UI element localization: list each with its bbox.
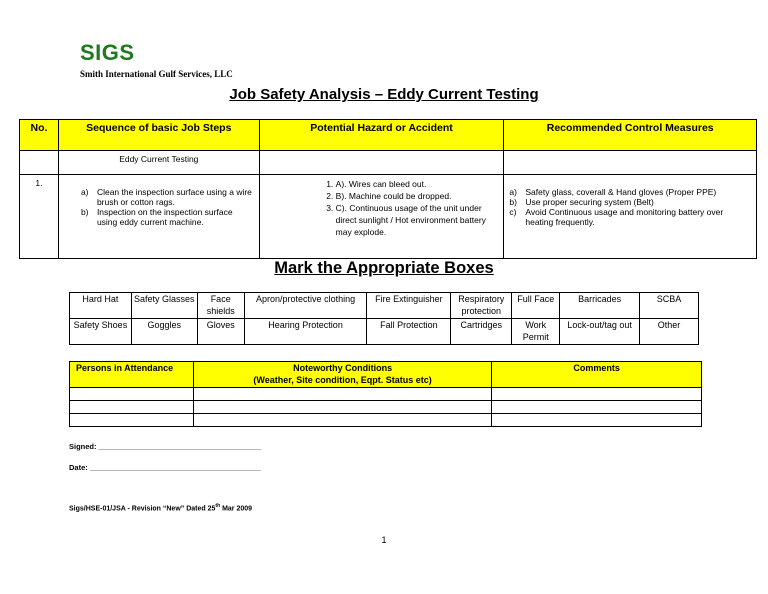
header-hazard: Potential Hazard or Accident	[259, 120, 504, 151]
jsa-header-row	[20, 120, 757, 151]
attendance-row	[70, 401, 702, 414]
job-step-item: a) Clean the inspection surface using a wire brush or cotton rags.	[80, 186, 252, 207]
ppe-row-1	[70, 293, 699, 319]
job-step-item: b) Inspection on the inspection surface using eddy current machine.	[80, 206, 233, 227]
attendance-cell[interactable]	[492, 414, 702, 427]
cell-hazards	[259, 175, 504, 259]
cell-empty	[20, 151, 59, 175]
ppe-box[interactable]: Respiratory protection	[451, 293, 512, 319]
header-no: No.	[20, 120, 59, 151]
header-comments: Comments	[492, 362, 702, 388]
attendance-row	[70, 414, 702, 427]
attendance-cell[interactable]	[193, 388, 491, 401]
cell-step-number: 1.	[20, 175, 59, 259]
company-logo: SIGS	[80, 40, 135, 65]
ppe-box[interactable]: Goggles	[131, 319, 197, 345]
cell-controls	[504, 175, 757, 259]
ppe-row-2	[70, 319, 699, 345]
ppe-box[interactable]: Fire Extinguisher	[367, 293, 451, 319]
header-conditions: Noteworthy Conditions (Weather, Site condition, Eqpt. Status etc)	[193, 362, 491, 388]
company-name: Smith International Gulf Services, LLC	[80, 69, 233, 79]
ppe-box[interactable]: Lock-out/tag out	[560, 319, 640, 345]
ppe-box[interactable]: Hard Hat	[70, 293, 132, 319]
ppe-box[interactable]: Hearing Protection	[244, 319, 367, 345]
page-number: 1	[381, 535, 387, 545]
signed-line[interactable]: Signed: _______________________________________	[69, 442, 262, 451]
attendance-cell[interactable]	[70, 388, 194, 401]
cell-empty	[259, 151, 504, 175]
attendance-cell[interactable]	[193, 401, 491, 414]
ppe-box[interactable]: Apron/protective clothing	[244, 293, 367, 319]
mark-boxes-title: Mark the Appropriate Boxes	[274, 259, 494, 277]
hazard-item: 2. B). Machine could be dropped.	[336, 190, 498, 202]
attendance-cell[interactable]	[492, 401, 702, 414]
ppe-box[interactable]: Barricades	[560, 293, 640, 319]
control-item: b) Use proper securing system (Belt)	[509, 196, 654, 207]
cell-empty	[504, 151, 757, 175]
hazard-item: 3. C). Continuous usage of the unit under direct sunlight / Hot environment battery may explode.	[336, 202, 498, 238]
document-reference: Sigs/HSE-01/JSA - Revision “New” Dated 25th Mar 2009	[69, 503, 253, 513]
ppe-box[interactable]: Work Permit	[512, 319, 560, 345]
jsa-table	[19, 119, 757, 259]
ppe-box[interactable]: Other	[640, 319, 699, 345]
ppe-box[interactable]: Cartridges	[451, 319, 512, 345]
header-control-measures: Recommended Control Measures	[504, 120, 757, 151]
cell-job-steps	[58, 175, 259, 259]
ppe-box[interactable]: Gloves	[197, 319, 244, 345]
ppe-box[interactable]: Full Face	[512, 293, 560, 319]
ppe-checklist-table	[69, 292, 699, 345]
ppe-box[interactable]: Safety Shoes	[70, 319, 132, 345]
attendance-row	[70, 388, 702, 401]
ppe-box[interactable]: Fall Protection	[367, 319, 451, 345]
jsa-step-row	[20, 175, 757, 259]
ppe-box[interactable]: Face shields	[197, 293, 244, 319]
cell-subheading: Eddy Current Testing	[58, 151, 259, 175]
attendance-cell[interactable]	[193, 414, 491, 427]
date-line[interactable]: Date: _________________________________________	[69, 463, 261, 472]
control-item: a) Safety glass, coverall & Hand gloves (Proper PPE)	[509, 186, 717, 197]
header-job-steps: Sequence of basic Job Steps	[58, 120, 259, 151]
attendance-cell[interactable]	[70, 401, 194, 414]
ppe-box[interactable]: Safety Glasses	[131, 293, 197, 319]
header-persons: Persons in Attendance	[70, 362, 194, 388]
attendance-header-row	[70, 362, 702, 388]
attendance-cell[interactable]	[70, 414, 194, 427]
ppe-box[interactable]: SCBA	[640, 293, 699, 319]
jsa-subheading-row	[20, 151, 757, 175]
attendance-table	[69, 361, 702, 427]
control-item: c) Avoid Continuous usage and monitoring battery over heating frequently.	[509, 206, 724, 227]
hazard-item: 1. A). Wires can bleed out.	[336, 178, 498, 190]
attendance-cell[interactable]	[492, 388, 702, 401]
document-title: Job Safety Analysis – Eddy Current Testing	[229, 86, 539, 103]
